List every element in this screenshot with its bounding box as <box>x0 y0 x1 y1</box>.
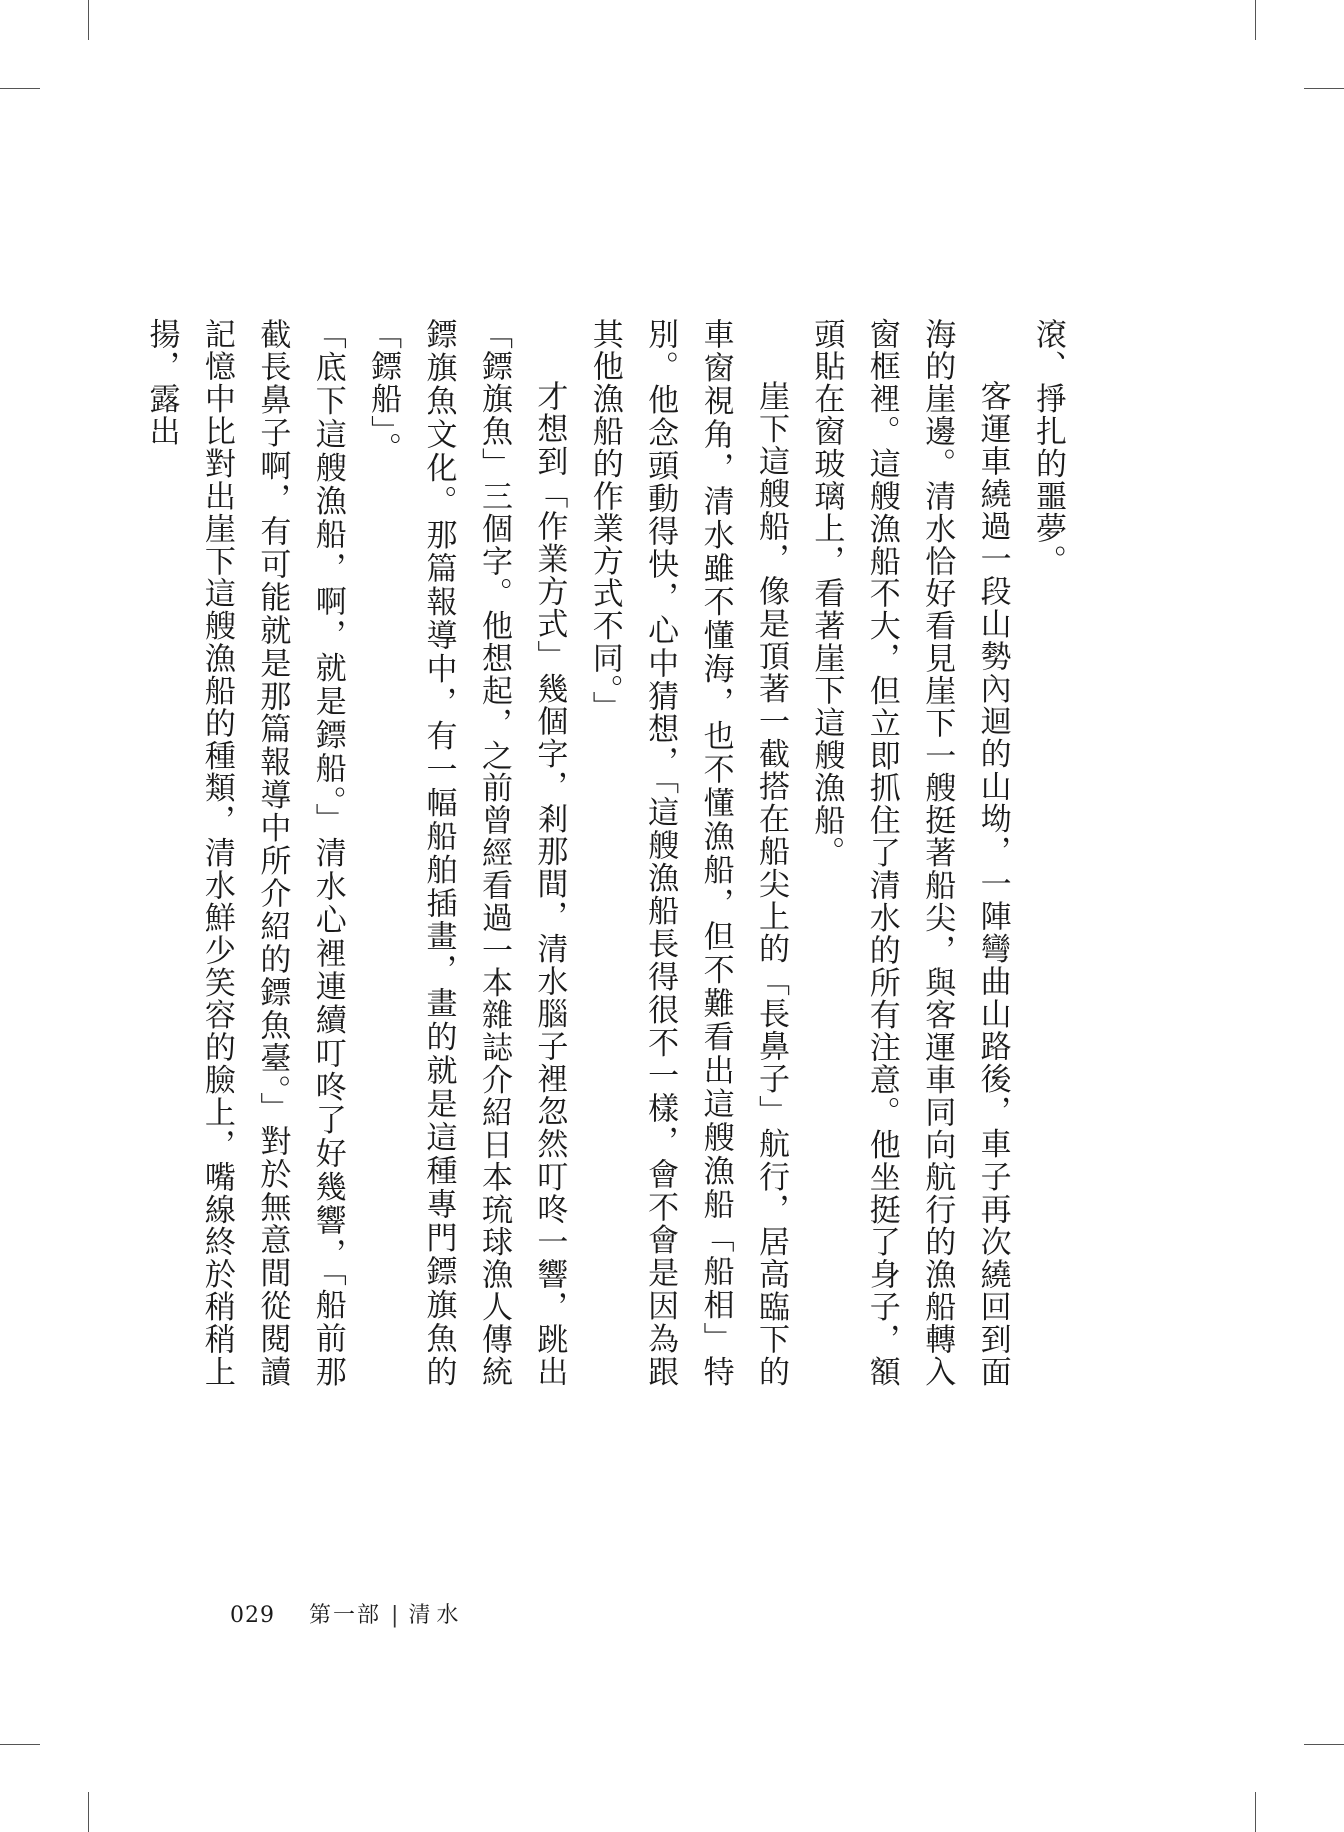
crop-mark-left-top <box>0 88 40 89</box>
paragraph: 「底下這艘漁船，啊，就是鏢船。」清水心裡連續叮咚了好幾響，「船前那截長鼻子啊，有可能就是那篇報導中所介紹的鏢魚臺。」對於無意間從閱讀記憶中比對出崖下這艘漁船的種類，清水鮮少笑容的臉上，嘴線終於稍稍上揚，露出 <box>143 318 346 1388</box>
body-text <box>143 318 1075 1388</box>
paragraph-continuation: 滾、掙扎的噩夢。 <box>1030 318 1066 578</box>
page-number: 029 <box>230 1603 275 1628</box>
page-footer <box>230 1601 464 1631</box>
crop-mark-top-left <box>88 0 89 40</box>
crop-mark-bottom-right <box>1255 1792 1256 1832</box>
crop-mark-top-right <box>1255 0 1256 40</box>
crop-mark-bottom-left <box>88 1792 89 1832</box>
part-title: 第一部 <box>309 1603 382 1628</box>
crop-mark-right-top <box>1304 88 1344 89</box>
crop-mark-left-bottom <box>0 1744 40 1745</box>
paragraph: 才想到「作業方式」幾個字，剎那間，清水腦子裡忽然叮咚一響，跳出「鏢旗魚」三個字。他想起，之前曾經看過一本雜誌介紹日本琉球漁人傳統鏢旗魚文化。那篇報導中，有一幅船舶插畫，畫的就是這種專門鏢旗魚的「鏢船」。 <box>365 318 568 1388</box>
paragraph: 客運車繞過一段山勢內迴的山坳，一陣彎曲山路後，車子再次繞回到面海的崖邊。清水恰好看見崖下一艘挺著船尖，與客運車同向航行的漁船轉入窗框裡。這艘漁船不大，但立即抓住了清水的所有注意。他坐挺了身子，額頭貼在窗玻璃上，看著崖下這艘漁船。 <box>808 318 1011 1388</box>
chapter-title: 清水 <box>408 1603 465 1628</box>
paragraph: 崖下這艘船，像是頂著一截搭在船尖上的「長鼻子」航行，居高臨下的車窗視角，清水雖不懂海，也不懂漁船，但不難看出這艘漁船「船相」特別。他念頭動得快，心中猜想，「這艘漁船長得很不一樣，會不會是因為跟其他漁船的作業方式不同。」 <box>586 318 789 1388</box>
footer-separator: | <box>391 1603 399 1628</box>
crop-mark-right-bottom <box>1304 1744 1344 1745</box>
